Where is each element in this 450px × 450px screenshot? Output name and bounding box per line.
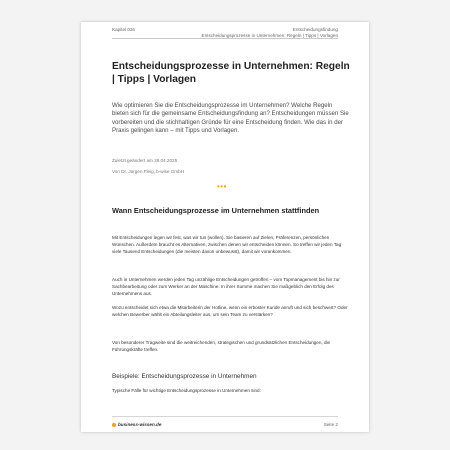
header-article-title: Entscheidungsprozesse in Unternehmen: Regeln | Tipps | Vorlagen: [201, 33, 338, 38]
page-title: Entscheidungsprozesse in Unternehmen: Regeln | Tipps | Vorlagen: [112, 61, 350, 85]
header-divider: [112, 38, 338, 39]
footer-logo: [112, 422, 161, 427]
page-number: Seite 2: [323, 422, 338, 427]
lead-paragraph: Wie optimieren Sie die Entscheidungsprozesse im Unternehmen? Welche Regeln bieten sich für die gemeinsame Entscheidungsfindung an? Entscheidungen müssen Sie vorbereiten und die stichhaltigen Gründe für eine Entscheidung finden. Wie das in der Praxis gelingen kann – mit Tipps und Vorlagen.: [112, 102, 349, 134]
author-line: Von Dr. Jürgen Fleig, b-wise GmbH: [112, 169, 184, 174]
document-page: [81, 22, 369, 432]
body-paragraph: Auch in Unternehmen werden jeden Tag unzählige Entscheidungen getroffen – vom Topmanagement bis hin zur Sachbearbeitung oder zum Werker an der Maschine. In ihrer Summe machen Sie maßgeblich den Erfolg des Unternehmens aus.: [112, 277, 340, 296]
footer-divider: [112, 416, 338, 417]
body-paragraph: Wozu entscheidet sich etwa die Mitarbeiterin der Hotline, wenn ein erboster Kunde anruft und sich beschwert? Oder welchen Bewerber wählt ein Abteilungsleiter aus, um sein Team zu verstärken?: [112, 305, 348, 317]
separator-dots: •••: [217, 182, 227, 191]
header-category: Entscheidungsfindung: [292, 27, 338, 32]
section-heading: Wann Entscheidungsprozesse im Unternehmen stattfinden: [112, 206, 320, 215]
updated-date: Zuletzt geändert am 28.04.2025: [112, 158, 178, 163]
body-paragraph: Mit Entscheidungen legen wir fest, was wir tun (wollen). Sie basieren auf Zielen, Präferenzen, persönlichen Wünschen. Außerdem braucht es Alternativen, zwischen denen wir entscheiden können. So treffen wir jeden Tag viele Tausend Entscheidungen (die meisten davon unbewusst), damit wir vorankommen.: [112, 235, 342, 254]
body-paragraph: Von besonderer Tragweite sind die weitreichenden, strategischen und grundsätzlichen Entscheidungen, die Führungskräfte treffen.: [112, 340, 331, 352]
subsection-paragraph: Typische Fälle für wichtige Entscheidungsprozesse in Unternehmen sind:: [112, 388, 261, 393]
logo-text: business-wissen.de: [118, 422, 162, 427]
logo-dot-icon: [112, 423, 116, 427]
subsection-heading: Beispiele: Entscheidungsprozesse in Unternehmen: [112, 373, 257, 380]
header-chapter: Kapitel 026: [112, 27, 135, 32]
